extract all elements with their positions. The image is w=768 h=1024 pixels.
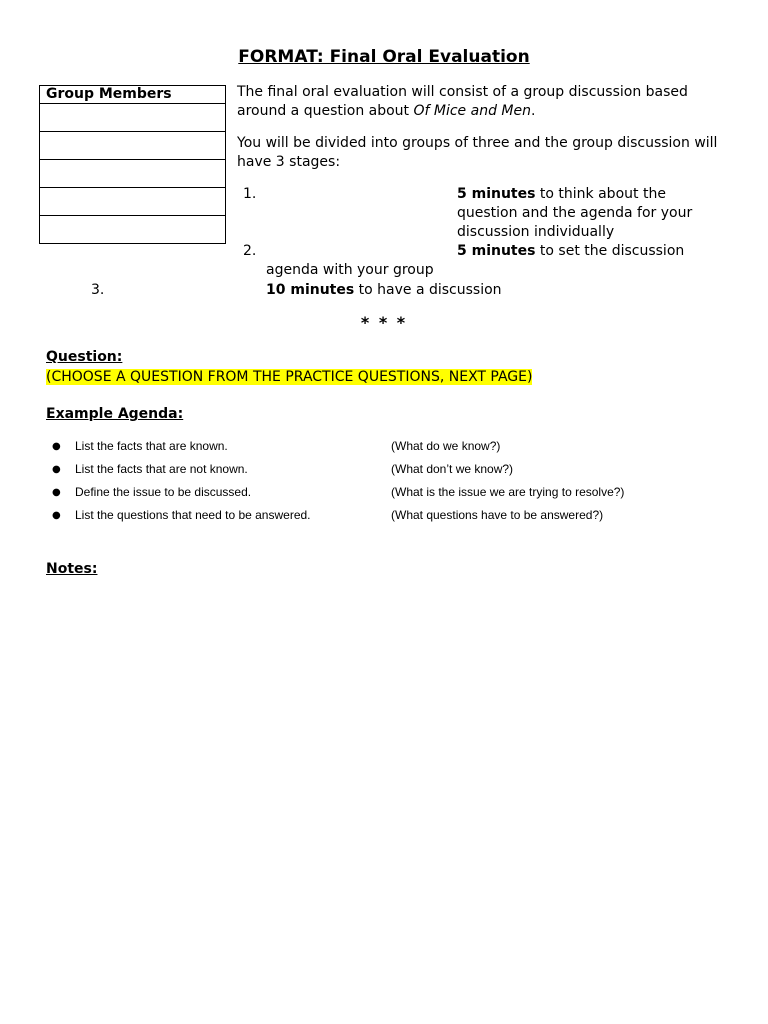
question-highlight: (CHOOSE A QUESTION FROM THE PRACTICE QUESTIONS, NEXT PAGE) [46, 369, 533, 385]
agenda-heading: Example Agenda: [46, 406, 184, 422]
stage-1-line-1 [457, 185, 666, 204]
agenda-item-label: List the questions that need to be answered. [75, 508, 311, 522]
group-member-cell[interactable] [40, 132, 226, 160]
group-member-cell[interactable] [40, 188, 226, 216]
stage-1-line-3: discussion individually [457, 224, 615, 240]
agenda-item-note: (What don’t we know?) [391, 462, 514, 476]
group-members-table [39, 85, 226, 244]
stage-2-line-1 [457, 242, 684, 261]
group-member-cell[interactable] [40, 160, 226, 188]
page-title: FORMAT: Final Oral Evaluation [238, 47, 530, 67]
agenda-item-label: List the facts that are not known. [75, 462, 248, 476]
stage-3-line-1 [266, 281, 502, 300]
agenda-item-label: List the facts that are known. [75, 439, 228, 453]
group-members-header: Group Members [40, 86, 226, 104]
group-member-cell[interactable] [40, 104, 226, 132]
bullet-icon: ● [52, 487, 61, 498]
intro-suffix: . [530, 103, 536, 119]
stage-3-number: 3. [91, 282, 105, 298]
question-text [46, 369, 532, 386]
group-member-cell[interactable] [40, 216, 226, 244]
book-title: Of Mice and Men [413, 103, 531, 119]
stage-3-text: to have a discussion [354, 282, 502, 298]
bullet-icon: ● [52, 464, 61, 475]
stage-1-number: 1. [243, 186, 257, 202]
stage-3-duration: 10 minutes [266, 282, 355, 298]
stage-2-line-2: agenda with your group [266, 262, 434, 278]
stage-2-number: 2. [243, 243, 257, 259]
stage-2-duration: 5 minutes [457, 243, 536, 259]
stage-1-text: to think about the [535, 186, 666, 202]
bullet-icon: ● [52, 510, 61, 521]
intro-paragraph-1 [237, 83, 727, 121]
agenda-item-note: (What questions have to be answered?) [391, 508, 604, 522]
stage-1-duration: 5 minutes [457, 186, 536, 202]
stage-2-text: to set the discussion [535, 243, 685, 259]
separator-stars: * * * [360, 313, 408, 332]
bullet-icon: ● [52, 441, 61, 452]
question-heading: Question: [46, 349, 123, 365]
stage-1-line-2: question and the agenda for your [457, 205, 693, 221]
agenda-item-note: (What do we know?) [391, 439, 501, 453]
agenda-item-note: (What is the issue we are trying to resolve?) [391, 485, 625, 499]
intro-paragraph-2: You will be divided into groups of three and the group discussion will have 3 stages: [237, 135, 718, 170]
notes-heading: Notes: [46, 561, 98, 577]
intro-text: The final oral evaluation will consist of a group discussion based around a question about [237, 84, 688, 119]
agenda-item-label: Define the issue to be discussed. [75, 485, 252, 499]
